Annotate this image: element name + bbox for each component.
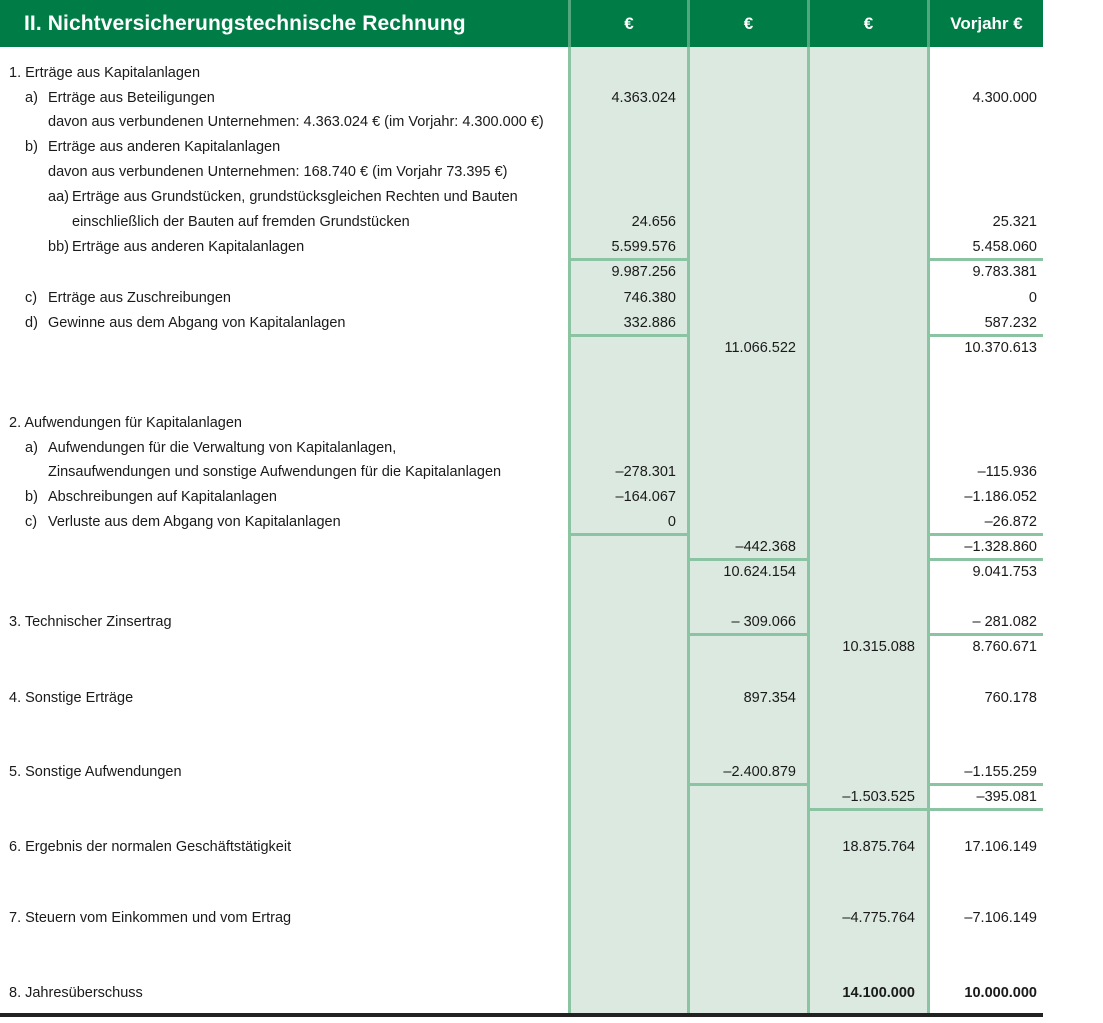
- column-header-1: €: [624, 14, 634, 33]
- column-header-3: €: [863, 14, 874, 33]
- header-divider: [687, 0, 690, 47]
- row-label: 2. Aufwendungen für Kapitalanlagen: [9, 415, 242, 431]
- row-label: 3. Technischer Zinsertrag: [9, 614, 172, 630]
- value-col1: –278.301: [615, 464, 676, 480]
- row-marker: b): [25, 489, 38, 505]
- column-header-prior-year: Vorjahr €: [950, 14, 1023, 33]
- page-title: II. Nichtversicherungstechnische Rechnung: [24, 12, 466, 35]
- value-prior-year: 25.321: [992, 214, 1037, 230]
- value-col1: 0: [667, 514, 676, 530]
- value-prior-year: 0: [1028, 290, 1037, 306]
- row-label: 7. Steuern vom Einkommen und vom Ertrag: [9, 910, 292, 926]
- row-1a: [0, 86, 1043, 111]
- row-1b-note: [0, 160, 1043, 185]
- row-marker: b): [25, 139, 38, 155]
- value-col2: 897.354: [743, 690, 796, 706]
- row-section-8-net-income: [0, 981, 1043, 1006]
- row-label: 8. Jahresüberschuss: [9, 985, 143, 1001]
- row-label: Erträge aus Grundstücken, grundstücksgleichen Rechten und Bauten: [72, 189, 518, 205]
- value-prior-year: –7.106.149: [964, 910, 1037, 926]
- value-prior-year: 5.458.060: [972, 239, 1037, 255]
- header-divider: [568, 0, 571, 47]
- row-marker: d): [25, 315, 38, 331]
- value-col2: 11.066.522: [724, 340, 796, 356]
- value-col3: 10.315.088: [842, 639, 915, 655]
- row-label: 5. Sonstige Aufwendungen: [9, 764, 182, 780]
- value-prior-year: 10.000.000: [964, 985, 1037, 1001]
- value-col1: 332.886: [623, 315, 676, 331]
- row-section-2-heading: [0, 411, 1043, 436]
- row-1b-aa: [0, 185, 1043, 210]
- row-marker: a): [25, 440, 38, 456]
- row-label: Erträge aus Zuschreibungen: [48, 290, 231, 306]
- row-section-4: [0, 686, 1043, 711]
- row-section-6: [0, 835, 1043, 860]
- row-marker: bb): [48, 239, 69, 255]
- value-col1: 746.380: [623, 290, 676, 306]
- value-prior-year: 8.760.671: [972, 639, 1037, 655]
- bottom-rule: [0, 1013, 1043, 1017]
- value-col2: – 309.066: [731, 614, 796, 630]
- row-section-2-total: [0, 535, 1043, 560]
- row-1d: [0, 311, 1043, 336]
- row-1b-aa-cont: [0, 210, 1043, 235]
- row-net-investment-result: [0, 560, 1043, 585]
- row-marker: aa): [48, 189, 69, 205]
- row-label: Erträge aus anderen Kapitalanlagen: [72, 239, 305, 255]
- row-2a-cont: [0, 460, 1043, 485]
- header-divider: [927, 0, 930, 47]
- column-header-2: €: [743, 14, 754, 33]
- value-prior-year: 10.370.613: [964, 340, 1037, 356]
- value-prior-year: –395.081: [976, 789, 1037, 805]
- row-label: Erträge aus anderen Kapitalanlagen: [48, 139, 281, 155]
- value-prior-year: 17.106.149: [964, 839, 1037, 855]
- row-label: Erträge aus Beteiligungen: [48, 90, 215, 106]
- value-prior-year: –1.155.259: [964, 764, 1037, 780]
- row-label: davon aus verbundenen Unternehmen: 168.740 € (im Vorjahr 73.395 €): [48, 164, 508, 180]
- row-label: 6. Ergebnis der normalen Geschäftstätigkeit: [9, 839, 292, 855]
- value-prior-year: –26.872: [984, 514, 1037, 530]
- row-label: Zinsaufwendungen und sonstige Aufwendungen für die Kapitalanlagen: [48, 464, 502, 480]
- value-prior-year: –1.328.860: [964, 539, 1037, 555]
- value-col1: 4.363.024: [611, 90, 676, 106]
- value-col2: 10.624.154: [723, 564, 796, 580]
- row-label: Abschreibungen auf Kapitalanlagen: [48, 489, 277, 505]
- value-prior-year: 9.041.753: [972, 564, 1037, 580]
- row-label: 1. Erträge aus Kapitalanlagen: [9, 65, 201, 81]
- value-prior-year: –1.186.052: [964, 489, 1037, 505]
- value-col1: 5.599.576: [611, 239, 676, 255]
- value-col1: 24.656: [631, 214, 676, 230]
- value-col3: –4.775.764: [842, 910, 915, 926]
- row-section-7: [0, 906, 1043, 931]
- row-2a: [0, 436, 1043, 461]
- row-1c: [0, 286, 1043, 311]
- row-section-5: [0, 760, 1043, 785]
- row-label: einschließlich der Bauten auf fremden Grundstücken: [72, 214, 410, 230]
- row-label: Verluste aus dem Abgang von Kapitalanlagen: [48, 514, 341, 530]
- row-1b: [0, 135, 1043, 160]
- value-col2: –442.368: [735, 539, 796, 555]
- row-1b-bb: [0, 235, 1043, 260]
- row-2c: [0, 510, 1043, 535]
- value-col1: –164.067: [615, 489, 676, 505]
- row-label: 4. Sonstige Erträge: [9, 690, 134, 706]
- value-col1: 9.987.256: [611, 264, 676, 280]
- row-label: Aufwendungen für die Verwaltung von Kapitalanlagen,: [48, 440, 397, 456]
- value-prior-year: 760.178: [984, 690, 1037, 706]
- row-label: davon aus verbundenen Unternehmen: 4.363.024 € (im Vorjahr: 4.300.000 €): [48, 114, 544, 130]
- value-col3: –1.503.525: [842, 789, 915, 805]
- row-1b-subtotal: [0, 260, 1043, 285]
- row-section-1-heading: [0, 61, 1043, 86]
- value-col3: 14.100.000: [842, 985, 915, 1001]
- value-prior-year: 587.232: [984, 315, 1037, 331]
- row-marker: c): [25, 290, 38, 306]
- row-marker: c): [25, 514, 38, 530]
- value-col3: 18.875.764: [842, 839, 915, 855]
- header-divider: [807, 0, 810, 47]
- row-1a-note: [0, 110, 1043, 135]
- row-section-3-total: [0, 635, 1043, 660]
- value-prior-year: 4.300.000: [972, 90, 1037, 106]
- value-prior-year: – 281.082: [972, 614, 1037, 630]
- row-section-5-total: [0, 785, 1043, 810]
- row-section-1-total: [0, 336, 1043, 361]
- row-2b: [0, 485, 1043, 510]
- value-prior-year: 9.783.381: [972, 264, 1037, 280]
- row-section-3: [0, 610, 1043, 635]
- row-label: Gewinne aus dem Abgang von Kapitalanlagen: [48, 315, 346, 331]
- value-prior-year: –115.936: [977, 464, 1037, 480]
- row-marker: a): [25, 90, 38, 106]
- value-col2: –2.400.879: [723, 764, 796, 780]
- table-header: [0, 0, 1043, 47]
